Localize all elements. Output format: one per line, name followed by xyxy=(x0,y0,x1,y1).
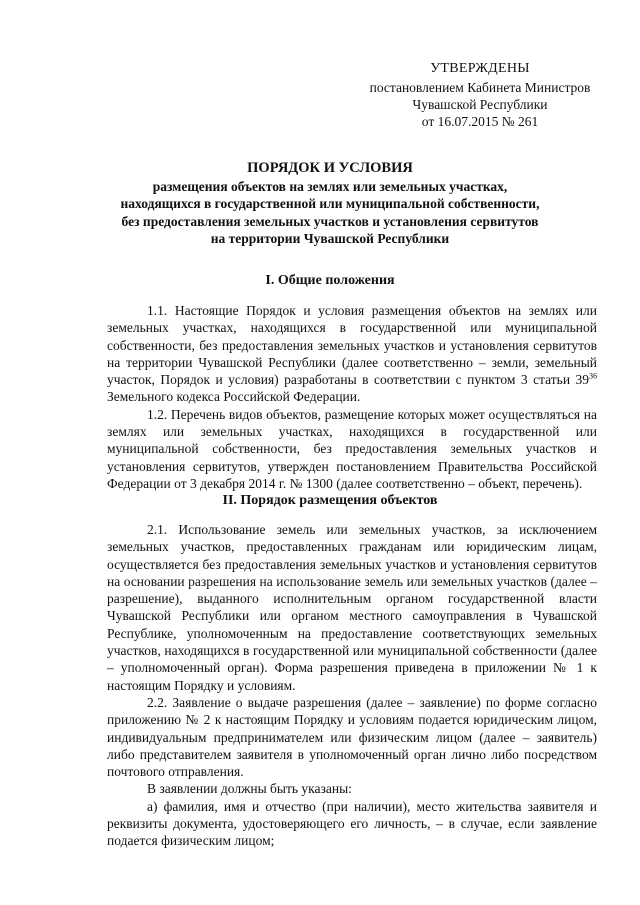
section-general-body xyxy=(107,302,597,492)
approval-heading: УТВЕРЖДЕНЫ xyxy=(430,61,530,76)
section-heading-general: I. Общие положения xyxy=(265,273,395,288)
paragraph-1-2: 1.2. Перечень видов объектов, размещение которых может осуществляться на землях или земельных участках, находящихся в государственной или муниципальной собственности, без предоставления земельных участков и установления сервитутов, утвержден постановлением Правительства Российской Федерации от 3 декабря 2014 г. № 1300 (далее соответственно – объект, перечень). xyxy=(107,406,597,491)
paragraph-1-1 xyxy=(107,302,597,406)
title-line: размещения объектов на землях или земельных участках, xyxy=(152,179,508,195)
title-line: находящихся в государственной или муниципальной собственности, xyxy=(120,196,540,212)
paragraph-text: 1.1. Настоящие Порядок и условия размещения объектов на землях или земельных участках, находящихся в государственной или муниципальной собственности, без предоставления земельных участков и установления сервитутов на территории Чувашской Республики (далее соответственно – земли, земельный участок, Порядок и условия) разработаны в соответствии с пунктом 3 статьи 39 xyxy=(107,303,597,388)
paragraph-2-list-intro: В заявлении должны быть указаны: xyxy=(147,781,352,797)
section-heading-placement: II. Порядок размещения объектов xyxy=(222,493,438,508)
approval-date: от 16.07.2015 № 261 xyxy=(421,114,539,129)
paragraph-2-item-a: а) фамилия, имя и отчество (при наличии), место жительства заявителя и реквизиты документа, удостоверяющего его личность, – в случае, если заявление подается физическим лицом; xyxy=(107,798,597,849)
paragraph-2-1: 2.1. Использование земель или земельных участков, за исключением земельных участков, предоставленных гражданам или юридическим лицам, осуществляется без предоставления земельных участков и установления сервитутов на основании разрешения на использование земель или земельных участков (далее – разрешение), выданного исполнительным органом государственной власти Чувашской Республики или органом местного самоуправления в Чувашской Республике, уполномоченным на предоставление соответствующих земельных участков, находящихся в государственной или муниципальной собственности (далее – уполномоченный орган). Форма разрешения приведена в приложении № 1 к настоящим Порядку и условиям. xyxy=(107,522,597,693)
paragraph-text: Земельного кодекса Российской Федерации. xyxy=(107,389,361,405)
document-title xyxy=(80,160,580,247)
title-main: ПОРЯДОК И УСЛОВИЯ xyxy=(247,160,413,176)
approval-block xyxy=(360,60,600,130)
article-superscript: 36 xyxy=(589,371,597,381)
title-line: без предоставления земельных участков и установления сервитутов xyxy=(121,213,539,229)
section-placement-body xyxy=(107,521,597,850)
approval-line: Чувашской Республики xyxy=(412,97,548,112)
paragraph-2-2: 2.2. Заявление о выдаче разрешения (далее – заявление) по форме согласно приложению № 2 к настоящим Порядку и условиям подается юридическим лицом, индивидуальным предпринимателем или физическим лицом (далее – заявитель) либо представителем заявителя в уполномоченный орган лично либо посредством почтового отправления. xyxy=(107,694,597,780)
title-line: на территории Чувашской Республики xyxy=(210,230,450,246)
approval-line: постановлением Кабинета Министров xyxy=(369,80,591,95)
